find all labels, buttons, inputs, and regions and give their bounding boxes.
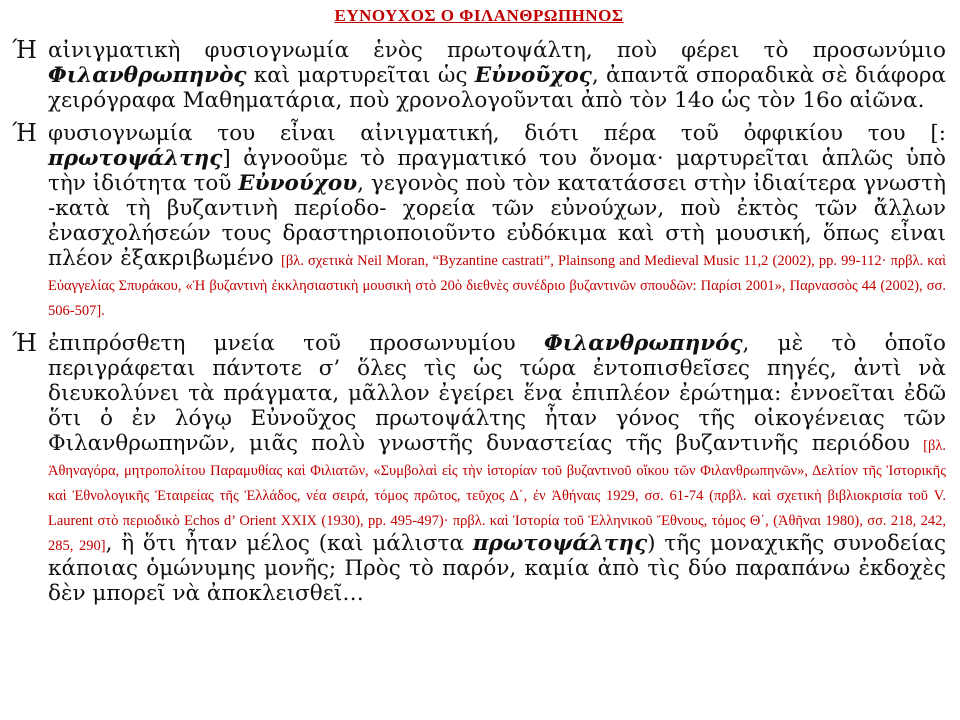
bullet-glyph: Ή (12, 36, 37, 64)
paragraph-3 (12, 331, 946, 606)
bullet-glyph: Ή (12, 329, 37, 357)
p2-text-3: , γεγονὸς ποὺ τὸν κατατάσσει στὴν ἰδιαίτερα γνωστὴ -κατὰ τὴ βυζαντινὴ περίοδο- χορεία τῶν εὐνούχων, ποὺ ἐκτὸς τῶν ἄλλων ἐνασχολήσεών τους δραστηριοποιοῦντο εὐδόκιμα καὶ στὴ μουσική, ὅπως εἶναι πλέον ἐξακριβωμένο (48, 171, 946, 271)
bullet-glyph: Ή (12, 119, 37, 147)
p2-emphasis-protopsaltis: πρωτοψάλτης (48, 146, 223, 171)
paragraph-2 (12, 121, 946, 321)
p3-text-2: , μὲ τὸ ὁποῖο περιγράφεται πάντοτε σ’ ὅλες τὶς ὡς τώρα ἐντοπισθεῖσες πηγές, ἀντὶ νὰ διευκολύνει τὰ πράγματα, μᾶλλον ἐγείρει ἕνα ἐπιπλέον ἐρώτημα: ἐννοεῖται ἐδῶ ὅτι ὁ ἐν λόγῳ Εὐνοῦχος πρωτοψάλτης ἦταν γόνος τῆς οἰκογένειας τῶν Φιλανθρωπηνῶν, μιᾶς πολὺ γνωστῆς δυναστείας τῆς βυζαντινῆς περιόδου (48, 331, 947, 456)
p1-emphasis-eunouchos: Εὐνοῦχος (474, 63, 592, 88)
paragraph-1 (12, 38, 946, 113)
p2-reference: [βλ. σχετικὰ Neil Moran, “Byzantine castrati”, Plainsong and Medieval Music 11,2 (2002), pp. 99-112· πρβλ. καὶ Εὐαγγελίας Σπυράκου, «Ἡ βυζαντινὴ ἐκκλησιαστικὴ μουσικὴ στὸ 20ὸ διεθνὲς συνέδριο βυζαντινῶν σπουδῶν: Παρίσι 2001», Παρνασσὸς 44 (2002), σσ. 506-507]. (48, 253, 946, 319)
p3-reference: [βλ. Ἀθηναγόρα, μητροπολίτου Παραμυθίας καὶ Φιλιατῶν, «Συμβολαὶ εἰς τὴν ἱστορίαν τοῦ βυζαντινοῦ οἴκου τῶν Φιλανθρωπηνῶν», Δελτίον τῆς Ἱστορικῆς καὶ Ἐθνολογικῆς Ἑταιρείας τῆς Ἑλλάδος, νέα σειρά, τόμος πρῶτος, τεῦχος Δ΄, ἐν Ἀθήναις 1929, σσ. 61-74 (πρβλ. καὶ σχετικὴ βιβλιοκρισία τοῦ V. Laurent στὸ περιοδικὸ Echos d’ Orient XXIX (1930), pp. 495-497)· πρβλ. καὶ Ἱστορία τοῦ Ἑλληνικοῦ Ἔθνους, τόμος Θ΄, (Ἀθῆναι 1980), σσ. 218, 242, 285, 290] (48, 438, 946, 554)
p3-text-3: , ἢ ὅτι ἦταν μέλος (καὶ μάλιστα (105, 531, 473, 556)
p1-text-1: αἰνιγματικὴ φυσιογνωμία ἑνὸς πρωτοψάλτη, ποὺ φέρει τὸ προσωνύμιο (48, 38, 946, 63)
p2-emphasis-eunouchou: Εὐνούχου (238, 171, 358, 196)
p2-text-2: ] ἀγνοοῦμε τὸ πραγματικό του ὄνομα· μαρτυρεῖται ἁπλῶς ὑπὸ τὴν ἰδιότητα τοῦ (48, 146, 946, 196)
p1-text-2: καὶ μαρτυρεῖται ὡς (246, 63, 475, 88)
p1-emphasis-philanthropenos: Φιλανθρωπηνὸς (48, 63, 247, 88)
p1-text-3: , ἀπαντᾶ σποραδικὰ σὲ διάφορα χειρόγραφα Μαθηματάρια, ποὺ χρονολογοῦνται ἀπὸ τὸν 14ο ὡς τὸν 16ο αἰῶνα. (48, 63, 946, 113)
p3-text-4: ) τῆς μοναχικῆς συνοδείας κάποιας ὁμώνυμης μονῆς; Πρὸς τὸ παρόν, καμία ἀπὸ τὶς δύο παραπάνω ἐκδοχὲς δὲν μπορεῖ νὰ ἀποκλεισθεῖ… (48, 531, 946, 606)
slide-title: ΕΥΝΟΥΧΟΣ Ο ΦΙΛΑΝΘΡΩΠΗΝΟΣ (334, 6, 624, 25)
p3-text-1: ἐπιπρόσθετη μνεία τοῦ προσωνυμίου (48, 331, 545, 356)
p2-text-1: φυσιογνωμία του εἶναι αἰνιγματική, διότι πέρα τοῦ ὀφφικίου του [: (48, 121, 946, 146)
p3-emphasis-philanthropenos: Φιλανθρωπηνός (544, 331, 743, 356)
p3-emphasis-protopsaltis: πρωτοψάλτης (472, 531, 648, 556)
